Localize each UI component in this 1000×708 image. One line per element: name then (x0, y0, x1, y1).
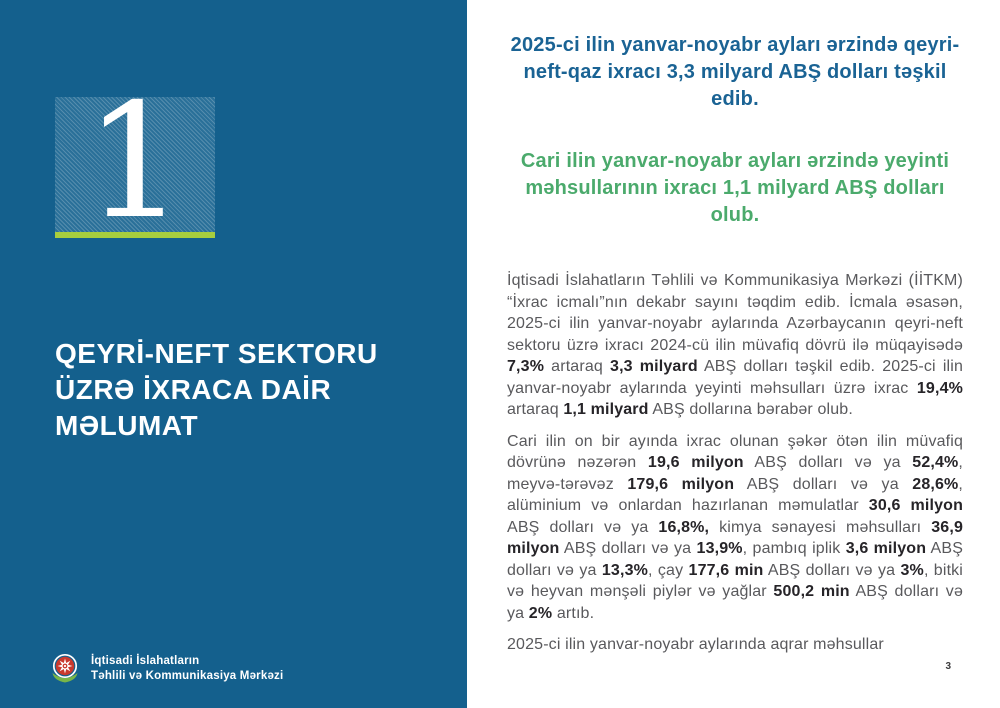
paragraph-text: artıb. (552, 604, 595, 622)
highlight-value: 30,6 milyon (868, 497, 963, 514)
paragraph-text: artaraq (544, 358, 611, 375)
paragraph-text: ABŞ dolları və ya (559, 540, 697, 557)
org-name-line2: Təhlili və Kommunikasiya Mərkəzi (91, 670, 284, 682)
highlight-value: 36,9 milyon (507, 518, 963, 557)
highlight-value: 19,4% (916, 379, 963, 397)
body-paragraphs (507, 270, 963, 656)
body-paragraph (507, 270, 963, 421)
headline-primary: 2025-ci ilin yanvar-noyabr ayları ərzində qeyri-neft-qaz ixracı 3,3 milyard ABŞ dolları təşkil edib. (510, 34, 960, 110)
paragraph-text: kimya sənayesi məhsulları (709, 518, 932, 536)
org-name (91, 654, 283, 684)
paragraph-text: ABŞ dolları və ya (507, 540, 964, 579)
highlight-value: 16,8%, (658, 518, 710, 536)
paragraph-text: ABŞ dolları və ya (743, 454, 913, 471)
highlight-value: 2% (528, 604, 553, 622)
highlight-value: 177,6 min (688, 561, 764, 579)
paragraph-text: ABŞ dolları və ya (734, 475, 913, 493)
content-area (467, 0, 1000, 708)
section-number-block (55, 69, 215, 254)
paragraph-text: , çay (648, 561, 689, 579)
paragraph-text: ABŞ dolları və ya (507, 518, 659, 536)
paragraph-text: 2025-ci ilin yanvar-noyabr aylarında aqrar məhsullar (507, 636, 884, 653)
paragraph-text: ABŞ dolları və ya (763, 561, 901, 579)
highlight-value: 500,2 min (773, 583, 850, 600)
body-paragraph (507, 431, 963, 625)
paragraph-text: İqtisadi İslahatların Təhlili və Kommunikasiya Mərkəzi (İİTKM) “İxrac icmalı”nın dekabr sayını təqdim edib. İcmala əsasən, 2025-ci ilin yanvar-noyabr aylarında Azərbaycanın qeyri-neft sektoru üzrə ixracı 2024-cü ilin müvafiq dövrü ilə müqayisədə (507, 272, 963, 354)
paragraph-text: artaraq (507, 401, 564, 418)
azerbaijan-emblem-icon (49, 652, 81, 686)
headline-secondary: Cari ilin yanvar-noyabr ayları ərzində yeyinti məhsullarının ixracı 1,1 milyard ABŞ dolları olub. (520, 150, 950, 226)
org-name-line1: İqtisadi İslahatların (91, 655, 200, 667)
paragraph-text: Cari ilin on bir ayında ixrac olunan şəkər ötən ilin müvafiq dövrünə nəzərən (507, 432, 963, 471)
highlight-value: 7,3% (507, 358, 545, 375)
highlight-value: 1,1 milyard (563, 401, 649, 418)
paragraph-text: ABŞ dollarına bərabər olub. (648, 401, 853, 418)
paragraph-text: ABŞ dolları və ya (507, 583, 964, 622)
paragraph-text: ABŞ dolları təşkil edib. 2025-ci ilin yanvar-noyabr aylarında yeyinti məhsulları üzrə ixrac (507, 358, 963, 397)
section-number: 1 (84, 69, 186, 254)
highlight-value: 52,4% (912, 454, 959, 471)
highlight-value: 3,6 milyon (845, 540, 927, 557)
highlight-value: 13,9% (696, 540, 743, 557)
highlight-value: 13,3% (601, 561, 648, 579)
paragraph-text: , alüminium və onlardan hazırlanan məmulatlar (507, 475, 963, 514)
highlight-value: 3,3 milyard (610, 358, 698, 375)
section-title: QEYRİ-NEFT SEKTORU ÜZRƏ İXRACA DAİR MƏLUMAT (55, 338, 378, 441)
highlight-value: 3% (900, 561, 924, 579)
paragraph-text: , bitki və heyvan mənşəli piylər və yağlar (507, 561, 964, 600)
page-number: 3 (945, 661, 951, 672)
section-panel (0, 0, 467, 708)
highlight-value: 19,6 milyon (647, 454, 744, 471)
highlight-value: 179,6 milyon (627, 475, 735, 493)
highlight-value: 28,6% (912, 475, 959, 493)
paragraph-text: , pambıq iplik (742, 540, 846, 557)
org-logo (49, 652, 283, 686)
body-paragraph (507, 634, 963, 656)
paragraph-text: , meyvə-tərəvəz (507, 454, 963, 493)
